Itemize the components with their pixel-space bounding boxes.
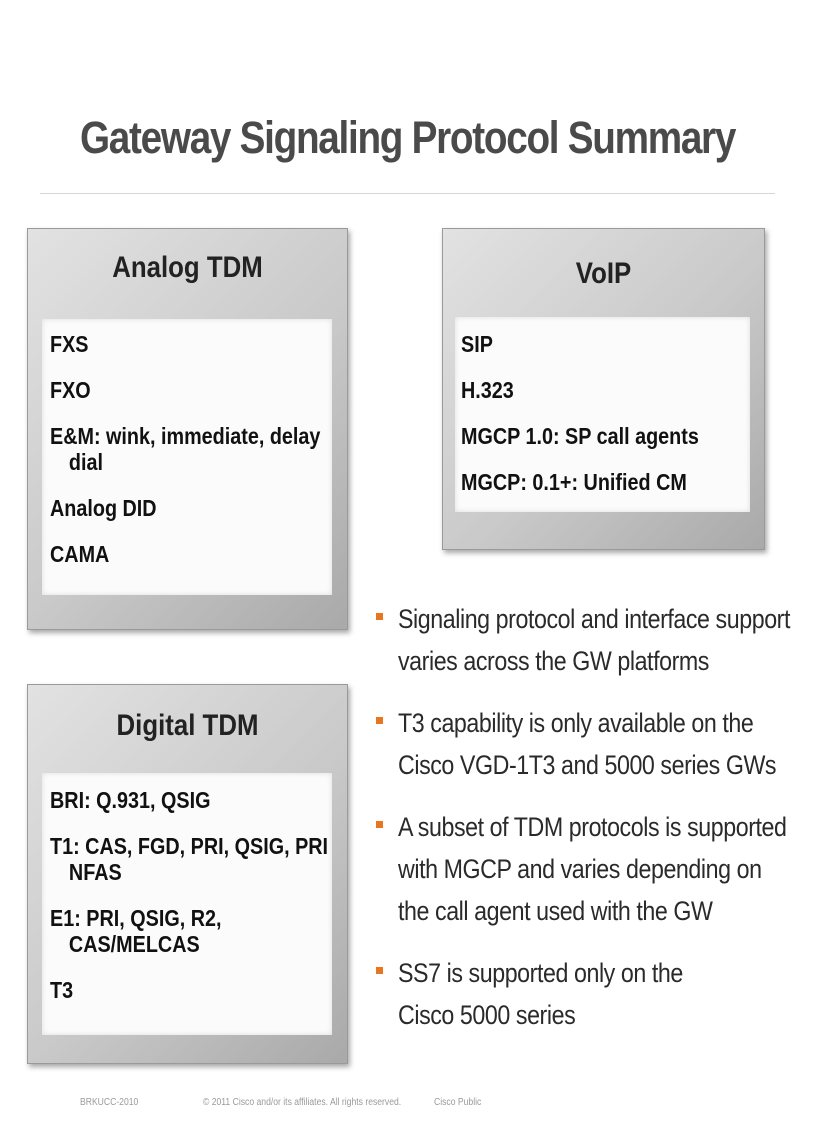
bullet-square-icon xyxy=(376,821,383,828)
list-item: FXS xyxy=(50,331,89,357)
bullet-item: T3 capability is only available on the Cisco VGD-1T3 and 5000 series GWs xyxy=(374,702,794,786)
slide-title: Gateway Signaling Protocol Summary xyxy=(80,112,736,163)
analog-tdm-heading: Analog TDM xyxy=(112,251,263,284)
digital-tdm-panel xyxy=(27,684,348,1064)
summary-bullets xyxy=(374,598,794,1056)
list-item: E&M: wink, immediate, delay dial xyxy=(50,423,321,475)
list-item: CAMA xyxy=(50,541,110,567)
digital-tdm-list xyxy=(42,773,332,1035)
list-item: E1: PRI, QSIG, R2, CAS/MELCAS xyxy=(50,905,222,957)
analog-tdm-list xyxy=(42,319,332,595)
list-item: SIP xyxy=(461,331,493,357)
bullet-square-icon xyxy=(376,967,383,974)
list-item: FXO xyxy=(50,377,91,403)
analog-tdm-panel xyxy=(27,228,348,630)
list-item: MGCP 1.0: SP call agents xyxy=(461,423,699,449)
bullet-item: Signaling protocol and interface support varies across the GW platforms xyxy=(374,598,794,682)
bullet-item: SS7 is supported only on the Cisco 5000 series xyxy=(374,952,794,1036)
list-item: BRI: Q.931, QSIG xyxy=(50,787,211,813)
footer-session-id: BRKUCC-2010 xyxy=(80,1097,139,1108)
list-item: H.323 xyxy=(461,377,514,403)
bullet-item: A subset of TDM protocols is supported with MGCP and varies depending on the call agent used with the GW xyxy=(374,806,794,932)
list-item: T1: CAS, FGD, PRI, QSIG, PRI NFAS xyxy=(50,833,329,885)
footer-copyright: © 2011 Cisco and/or its affiliates. All rights reserved. xyxy=(203,1097,402,1108)
title-divider xyxy=(40,193,775,194)
digital-tdm-heading: Digital TDM xyxy=(116,709,259,742)
voip-list xyxy=(455,317,750,512)
bullet-square-icon xyxy=(376,717,383,724)
bullet-square-icon xyxy=(376,613,383,620)
footer-classification: Cisco Public xyxy=(434,1097,482,1108)
list-item: Analog DID xyxy=(50,495,157,521)
voip-heading: VoIP xyxy=(575,257,632,290)
list-item: MGCP: 0.1+: Unified CM xyxy=(461,469,687,495)
list-item: T3 xyxy=(50,977,74,1003)
voip-panel xyxy=(442,228,765,550)
